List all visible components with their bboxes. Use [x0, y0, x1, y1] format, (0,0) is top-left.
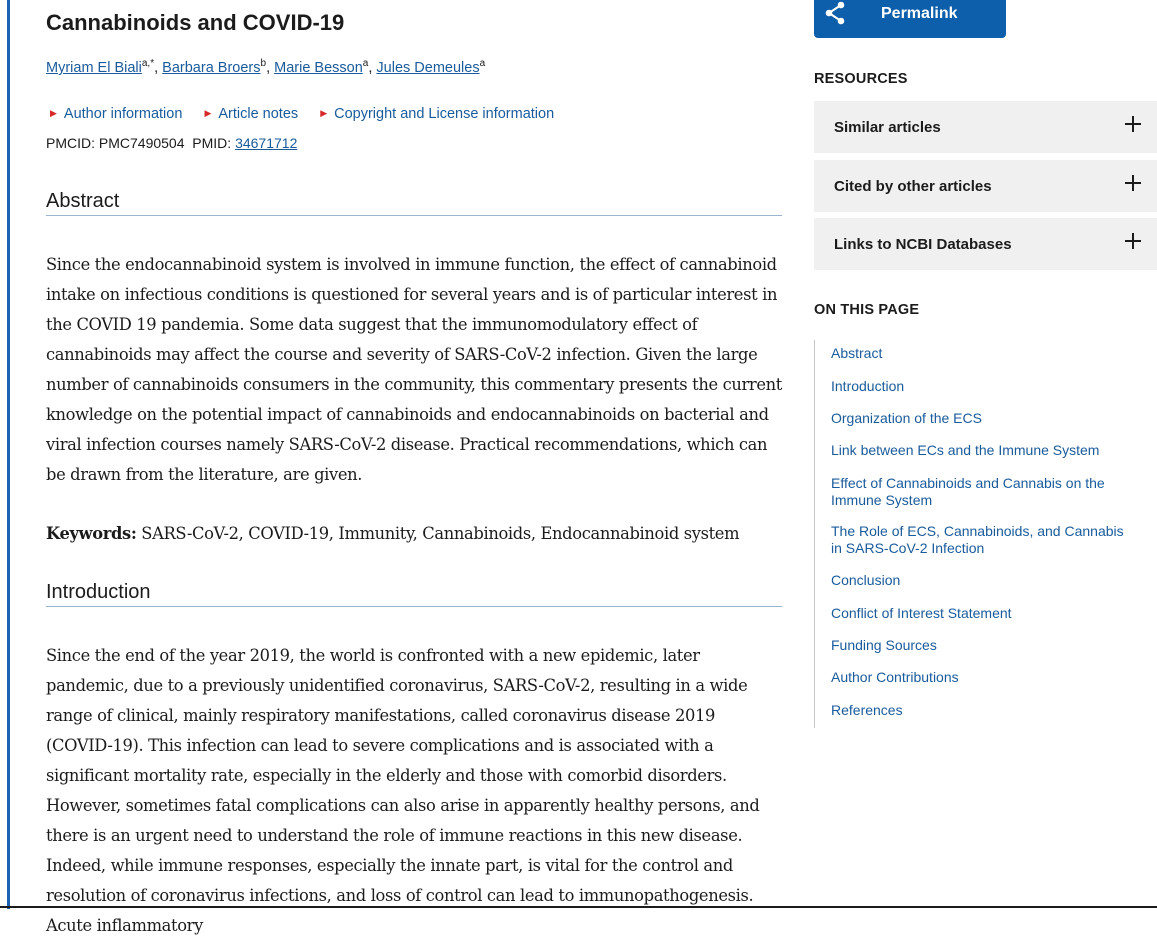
on-this-page-nav [814, 340, 1135, 728]
accordion-label: Similar articles [834, 118, 941, 136]
toc-link-role-ecs-sars[interactable]: The Role of ECS, Cannabinoids, and Cannabis in SARS-CoV-2 Infection [831, 523, 1124, 556]
permalink-button[interactable] [814, 0, 1006, 38]
resources-heading: RESOURCES [814, 71, 908, 87]
toc-link-abstract[interactable]: Abstract [831, 345, 883, 361]
copyright-license-label: Copyright and License information [334, 105, 555, 122]
toc-link-conclusion[interactable]: Conclusion [831, 572, 901, 588]
pmcid: PMCID: PMC7490504 [46, 135, 185, 151]
page-left-border [7, 0, 10, 909]
abstract-heading: Abstract [46, 190, 782, 216]
toc-link-organization-ecs[interactable]: Organization of the ECS [831, 410, 982, 426]
similar-articles-accordion[interactable] [814, 101, 1157, 153]
author-link[interactable]: Barbara Broers [162, 59, 261, 76]
keywords [46, 524, 739, 543]
article-notes-label: Article notes [218, 105, 299, 122]
triangle-right-icon: ▶ [320, 108, 328, 118]
author-link[interactable]: Myriam El Biali [46, 59, 142, 76]
plus-icon [1125, 116, 1141, 132]
author-list [46, 58, 485, 76]
share-icon [824, 0, 846, 26]
toc-link-ecs-immune[interactable]: Link between ECs and the Immune System [831, 442, 1100, 458]
toc-link-effect-cannabinoids[interactable]: Effect of Cannabinoids and Cannabis on the Immune System [831, 475, 1105, 508]
author-information-label: Author information [63, 105, 183, 122]
accordion-label: Links to NCBI Databases [834, 235, 1012, 253]
article-info-links [46, 104, 568, 122]
toc-link-funding[interactable]: Funding Sources [831, 637, 937, 653]
triangle-right-icon: ▶ [50, 108, 57, 118]
author-separator: , [154, 59, 163, 76]
article-title: Cannabinoids and COVID-19 [46, 10, 345, 35]
article-notes-toggle[interactable] [200, 106, 298, 122]
plus-icon [1125, 175, 1141, 191]
copyright-license-toggle[interactable] [316, 106, 554, 122]
toc-link-author-contributions[interactable]: Author Contributions [831, 669, 959, 685]
author-affiliation[interactable]: a [362, 58, 369, 69]
author-separator: , [266, 59, 275, 76]
keywords-label: Keywords: [46, 524, 137, 543]
toc-link-conflict[interactable]: Conflict of Interest Statement [831, 605, 1012, 621]
accordion-label: Cited by other articles [834, 177, 992, 195]
toc-link-references[interactable]: References [831, 702, 903, 718]
cited-by-accordion[interactable] [814, 160, 1157, 212]
permalink-label: Permalink [881, 5, 958, 22]
pmid-link[interactable]: 34671712 [235, 135, 298, 151]
keywords-list: SARS-CoV-2, COVID-19, Immunity, Cannabinoids, Endocannabinoid system [136, 524, 740, 543]
triangle-right-icon: ▶ [204, 108, 212, 118]
author-affiliation[interactable]: a [479, 58, 486, 69]
introduction-heading: Introduction [46, 581, 782, 607]
on-this-page-heading: ON THIS PAGE [814, 302, 920, 318]
toc-link-introduction[interactable]: Introduction [831, 378, 905, 394]
author-information-toggle[interactable] [46, 106, 182, 122]
page-bottom-border [0, 906, 1157, 908]
ncbi-databases-accordion[interactable] [814, 218, 1157, 270]
article-identifiers [46, 135, 297, 151]
introduction-text: Since the end of the year 2019, the world is confronted with a new epidemic, later pandemic, due to a previously unidentified coronavirus, SARS-CoV-2, resulting in a wide range of clinical, mainly respiratory manifestations, called coronavirus disease 2019 (COVID-19). This infection can lead to severe complications and is associated with a significant mortality rate, especially in the elderly and those with comorbid disorders. However, sometimes fatal complications can also arise in apparently healthy persons, and there is an urgent need to understand the role of immune reactions in this new disease. Indeed, while immune responses, especially the innate part, is vital for the control and resolution of coronavirus infections, and loss of control can lead to immunopathogenesis. Acute inflammatory [46, 646, 760, 935]
pmid-label: PMID: [192, 135, 232, 151]
author-link[interactable]: Marie Besson [274, 59, 363, 76]
author-affiliation[interactable]: b [260, 58, 267, 69]
abstract-text: Since the endocannabinoid system is involved in immune function, the effect of cannabinoid intake on infectious conditions is questioned for several years and is of particular interest in the COVID 19 pandemia. Some data suggest that the immunomodulatory effect of cannabinoids may affect the course and severity of SARS-CoV-2 infection. Given the large number of cannabinoids consumers in the community, this commentary presents the current knowledge on the potential impact of cannabinoids and endocannabinoids on bacterial and viral infection courses namely SARS-CoV-2 disease. Practical recommendations, which can be drawn from the literature, are given. [46, 255, 782, 484]
plus-icon [1125, 233, 1141, 249]
author-affiliation[interactable]: a,* [141, 58, 155, 69]
author-link[interactable]: Jules Demeules [376, 59, 480, 76]
author-separator: , [368, 59, 377, 76]
